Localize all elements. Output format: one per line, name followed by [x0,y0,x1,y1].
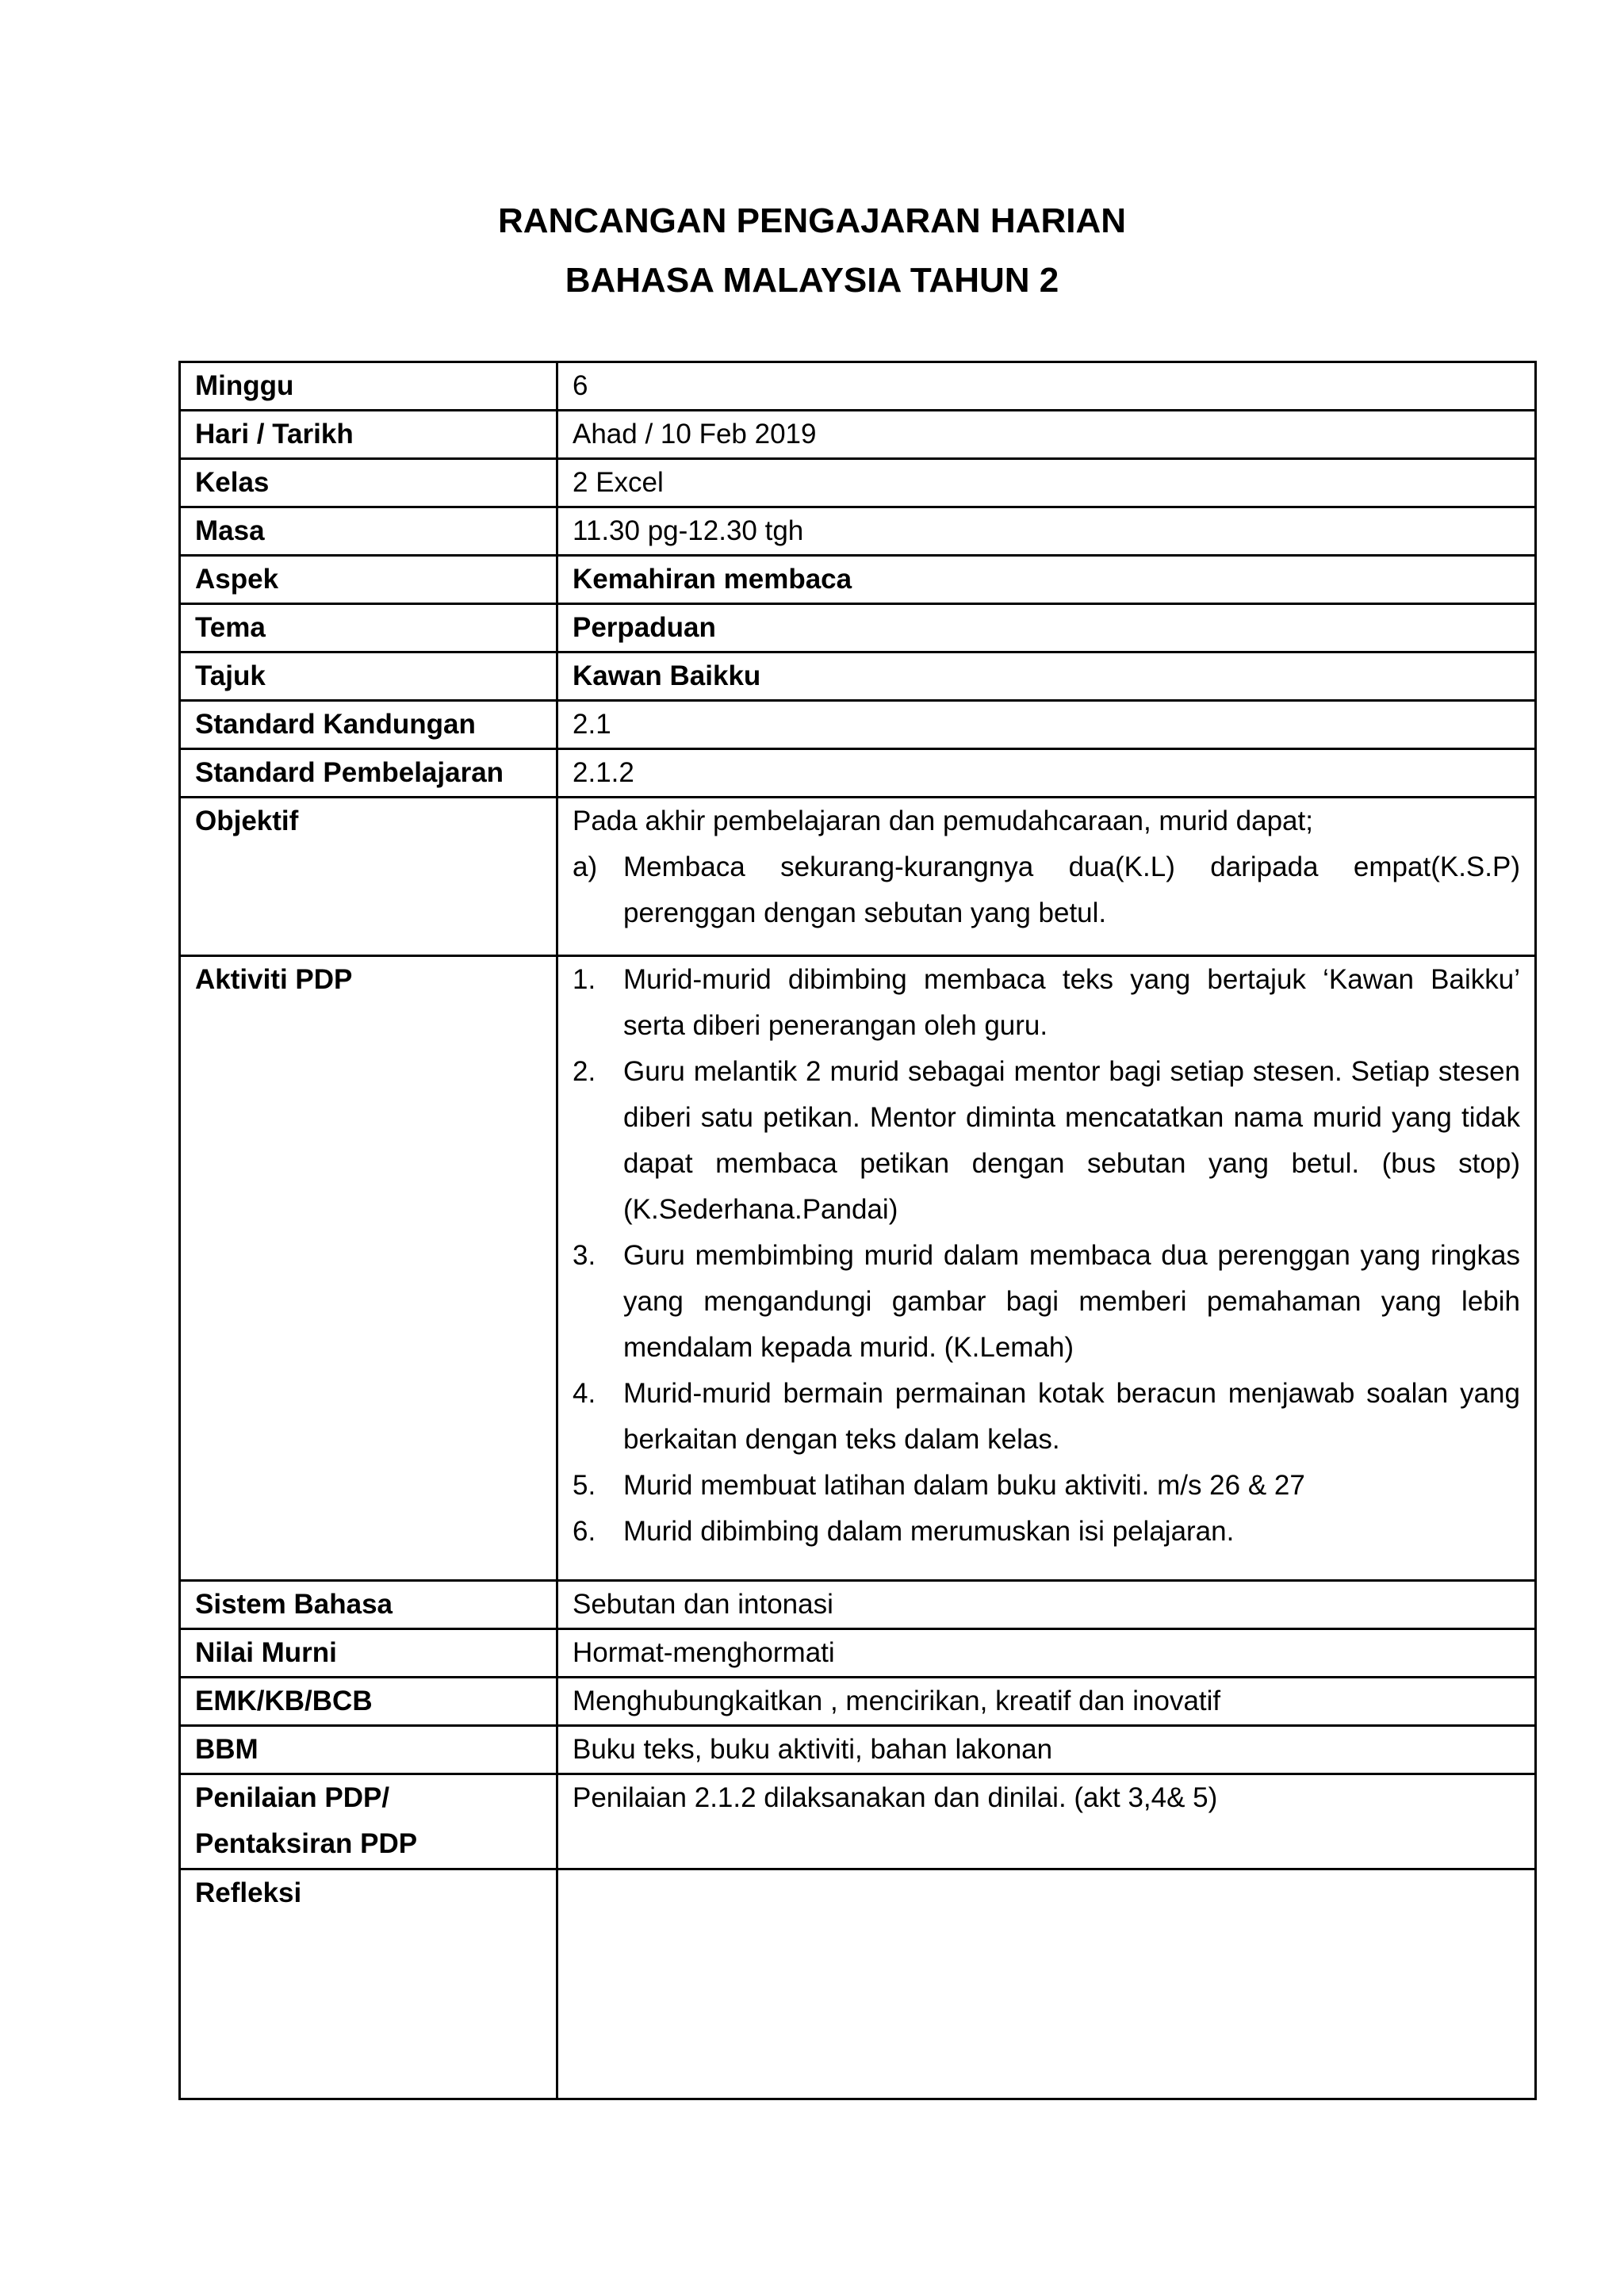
value-standard-pembelajaran: 2.1.2 [557,749,1536,798]
label-objektif: Objektif [180,798,557,956]
label-penilaian-line-1: Penilaian PDP/ [195,1782,390,1813]
label-sistem-bahasa: Sistem Bahasa [180,1581,557,1629]
row-tajuk [180,652,1536,701]
list-item [573,1509,1520,1555]
label-minggu: Minggu [180,362,557,411]
list-item [573,1233,1520,1371]
aktiviti-list [573,957,1520,1555]
value-objektif [557,798,1536,956]
value-masa: 11.30 pg-12.30 tgh [557,507,1536,556]
label-tajuk: Tajuk [180,652,557,701]
label-standard-pembelajaran: Standard Pembelajaran [180,749,557,798]
list-item [573,1463,1520,1509]
value-nilai-murni: Hormat-menghormati [557,1629,1536,1678]
row-penilaian [180,1774,1536,1869]
value-aktiviti-pdp [557,956,1536,1581]
lesson-plan-table [178,361,1537,2100]
list-marker: 6. [573,1516,596,1547]
label-refleksi: Refleksi [180,1869,557,2099]
value-tema: Perpaduan [557,604,1536,652]
row-sistem-bahasa [180,1581,1536,1629]
row-aspek [180,556,1536,604]
row-emk [180,1678,1536,1726]
row-objektif [180,798,1536,956]
list-text: Murid dibimbing dalam merumuskan isi pelajaran. [623,1516,1235,1547]
label-aspek: Aspek [180,556,557,604]
label-nilai-murni: Nilai Murni [180,1629,557,1678]
list-item [573,1371,1520,1463]
list-text: Guru melantik 2 murid sebagai mentor bagi setiap stesen. Setiap stesen diberi satu petikan. Mentor diminta mencatatkan nama murid yang tidak dapat membaca petikan dengan sebutan yang betul. (bus stop) (K.Sederhana.Pandai) [623,1056,1520,1225]
label-hari-tarikh: Hari / Tarikh [180,411,557,459]
objektif-intro: Pada akhir pembelajaran dan pemudahcaraan, murid dapat; [573,806,1313,836]
value-sistem-bahasa: Sebutan dan intonasi [557,1581,1536,1629]
row-aktiviti-pdp [180,956,1536,1581]
row-standard-kandungan [180,701,1536,749]
list-text: Guru membimbing murid dalam membaca dua perenggan yang ringkas yang mengandungi gambar bagi memberi pemahaman yang lebih mendalam kepada murid. (K.Lemah) [623,1240,1520,1363]
value-hari-tarikh: Ahad / 10 Feb 2019 [557,411,1536,459]
value-tajuk: Kawan Baikku [557,652,1536,701]
list-text: Membaca sekurang-kurangnya dua(K.L) daripada empat(K.S.P) perenggan dengan sebutan yang betul. [623,851,1520,928]
label-emk: EMK/KB/BCB [180,1678,557,1726]
row-kelas [180,459,1536,507]
label-standard-kandungan: Standard Kandungan [180,701,557,749]
document-title: RANCANGAN PENGAJARAN HARIAN [497,201,1127,240]
list-text: Murid membuat latihan dalam buku aktiviti. m/s 26 & 27 [623,1470,1305,1501]
list-item [573,844,1520,936]
list-item [573,1049,1520,1233]
row-standard-pembelajaran [180,749,1536,798]
value-emk: Menghubungkaitkan , mencirikan, kreatif dan inovatif [557,1678,1536,1726]
label-penilaian [180,1774,557,1869]
row-masa [180,507,1536,556]
list-item [573,957,1520,1049]
label-penilaian-line-2: Pentaksiran PDP [195,1828,418,1859]
list-text: Murid-murid dibimbing membaca teks yang bertajuk ‘Kawan Baikku’ serta diberi penerangan oleh guru. [623,964,1520,1041]
list-marker: 1. [573,964,596,995]
label-masa: Masa [180,507,557,556]
objektif-list [573,844,1520,936]
list-marker: 4. [573,1378,596,1409]
label-tema: Tema [180,604,557,652]
row-minggu [180,362,1536,411]
list-marker: 2. [573,1056,596,1087]
value-refleksi [557,1869,1536,2099]
row-tema [180,604,1536,652]
list-marker: a) [573,851,598,882]
label-aktiviti-pdp: Aktiviti PDP [180,956,557,1581]
value-aspek: Kemahiran membaca [557,556,1536,604]
row-refleksi [180,1869,1536,2099]
value-minggu: 6 [557,362,1536,411]
value-standard-kandungan: 2.1 [557,701,1536,749]
list-marker: 3. [573,1240,596,1271]
value-penilaian: Penilaian 2.1.2 dilaksanakan dan dinilai. (akt 3,4& 5) [557,1774,1536,1869]
label-kelas: Kelas [180,459,557,507]
row-bbm [180,1726,1536,1774]
value-kelas: 2 Excel [557,459,1536,507]
row-nilai-murni [180,1629,1536,1678]
document-subtitle: BAHASA MALAYSIA TAHUN 2 [565,261,1059,300]
list-marker: 5. [573,1470,596,1501]
label-bbm: BBM [180,1726,557,1774]
row-hari-tarikh [180,411,1536,459]
list-text: Murid-murid bermain permainan kotak beracun menjawab soalan yang berkaitan dengan teks dalam kelas. [623,1378,1520,1455]
value-bbm: Buku teks, buku aktiviti, bahan lakonan [557,1726,1536,1774]
